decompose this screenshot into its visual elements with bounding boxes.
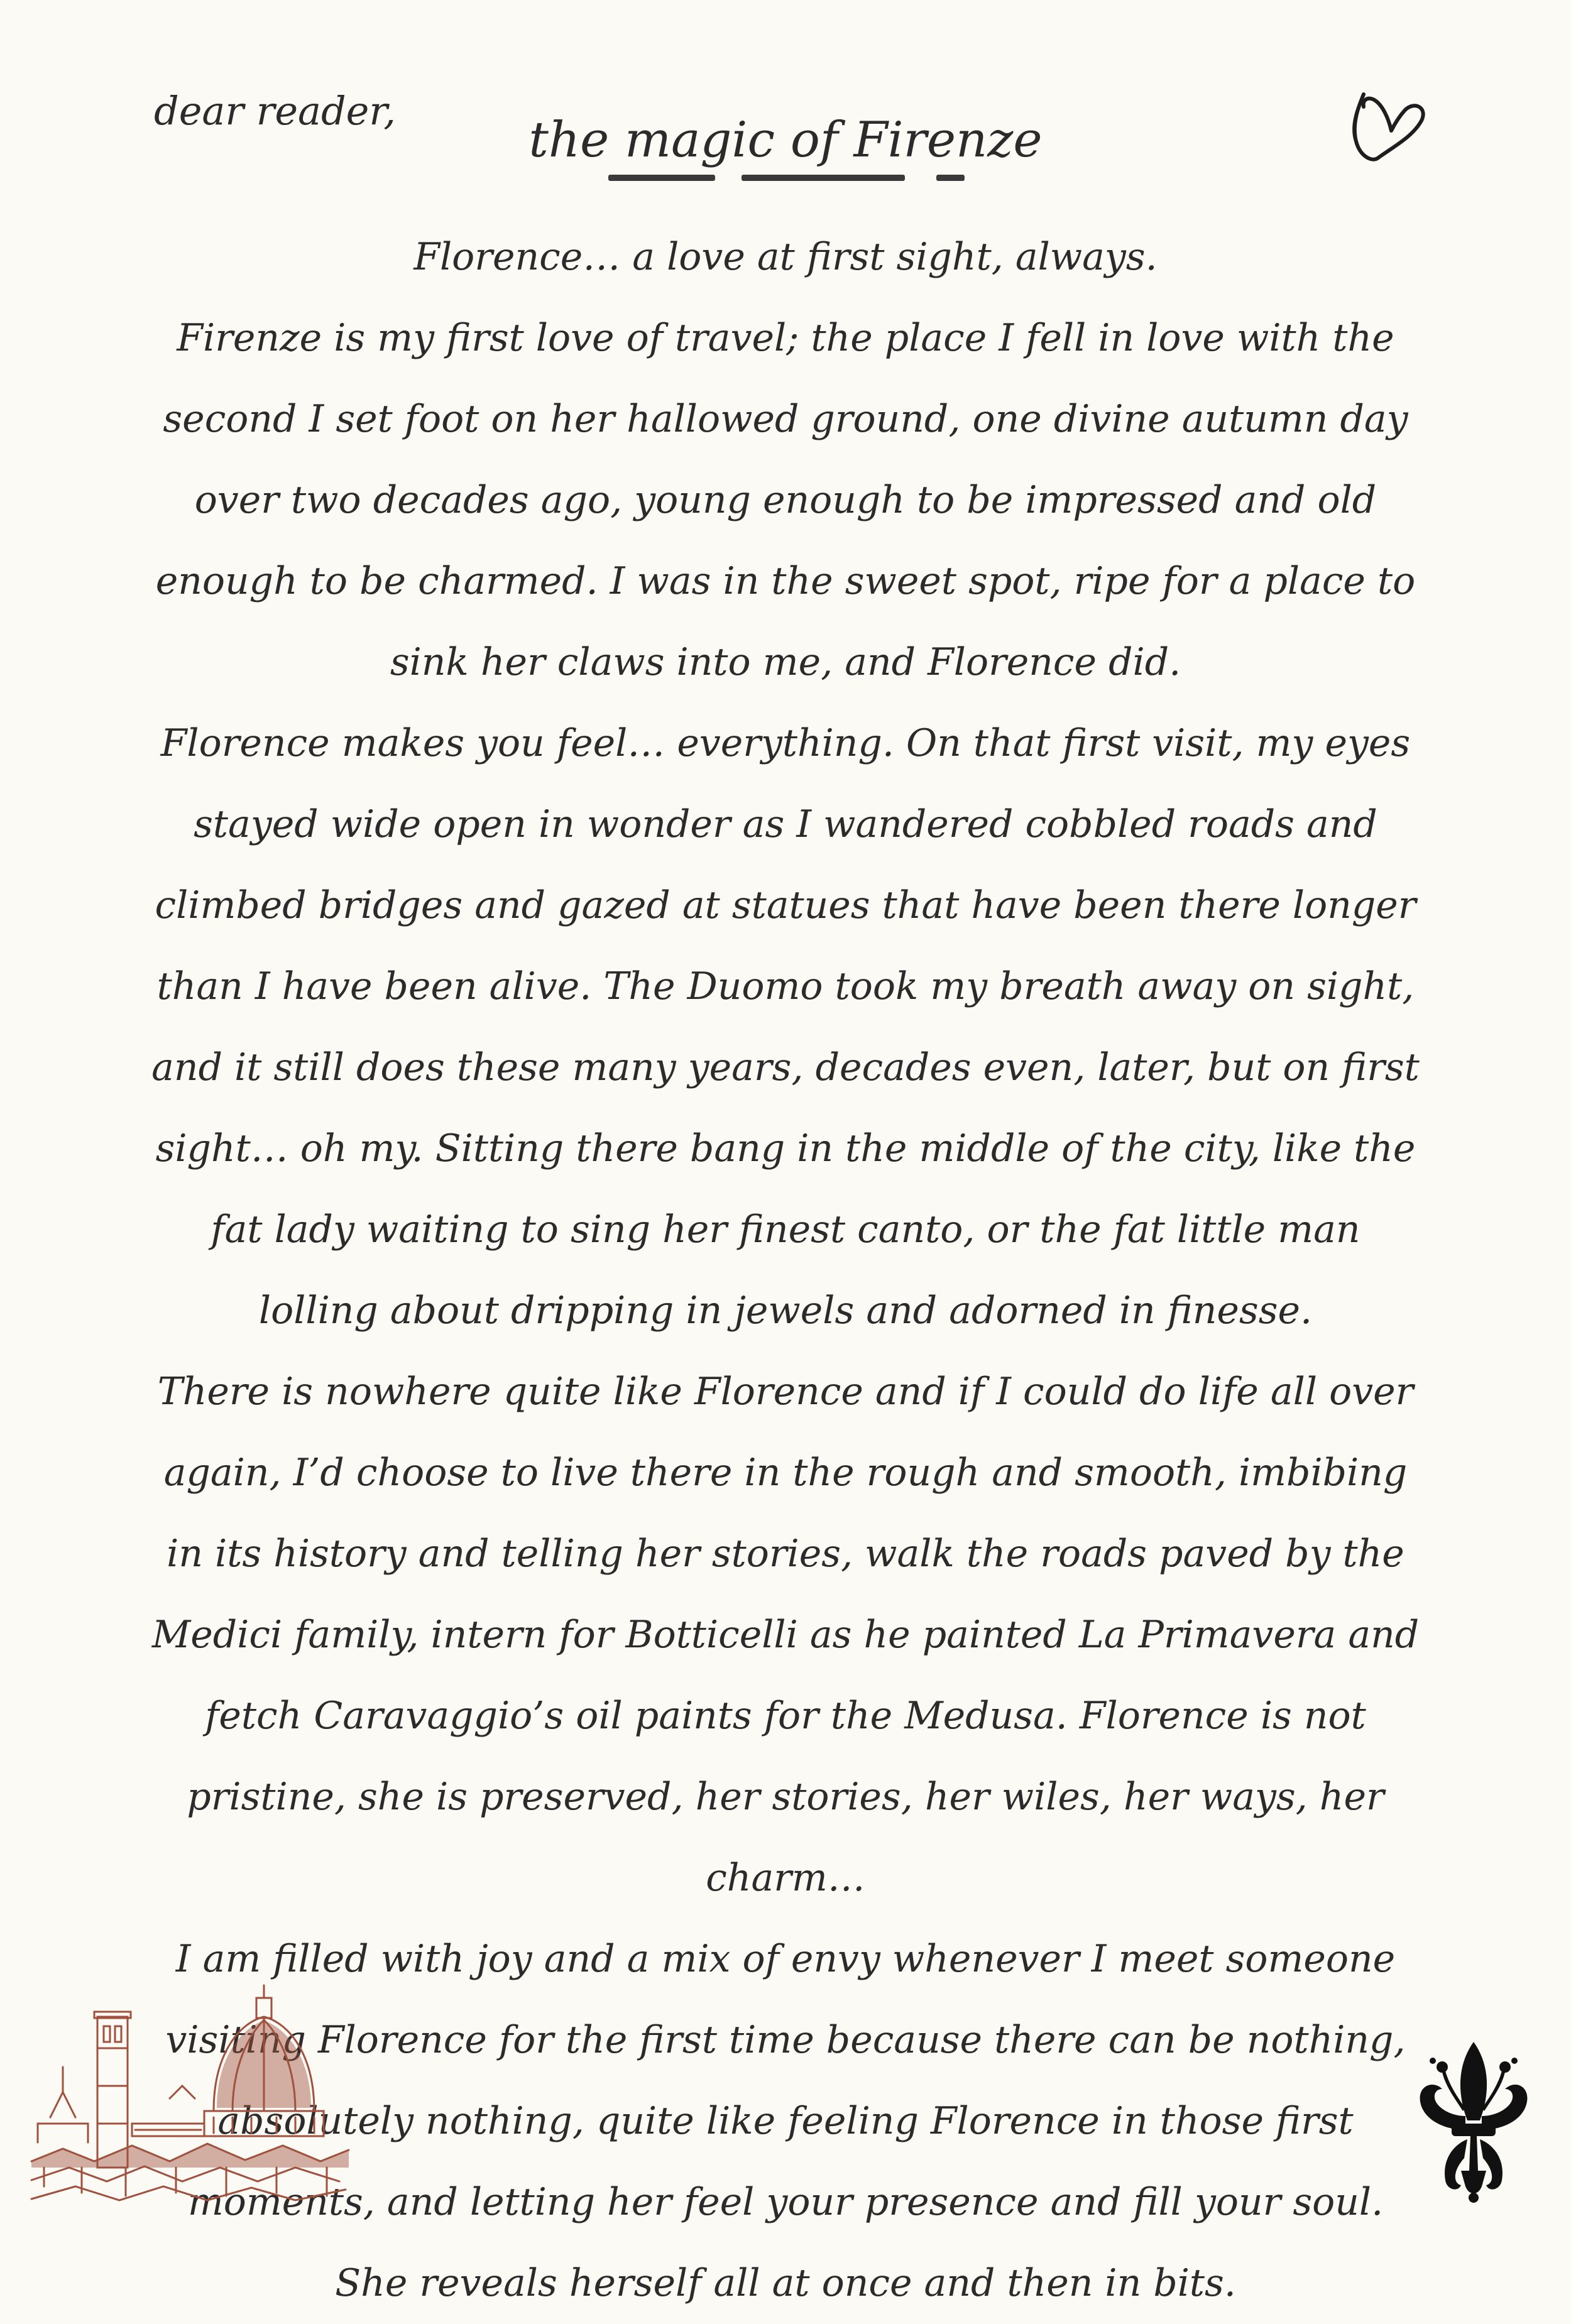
paragraph-first-love: Firenze is my first love of travel; the place I fell in love with the second I set foot on her hallowed ground, one divine autumn day over two decades ago, young enough to be impressed and old enough to be charmed. I was in the sweet spot, ripe for a place to sink her claws into me, and Florence did. [155,316,1416,684]
title-underline-middle [742,175,905,181]
title-underline-right [936,175,965,181]
paragraph-opening: Florence… a love at first sight, always. [413,235,1158,279]
florentine-lily-icon [1408,2036,1540,2205]
salutation: dear reader, [154,88,396,134]
duomo-illustration [25,1979,352,2218]
heart-icon [1338,82,1433,176]
paragraph-feel-everything: Florence makes you feel… everything. On that first visit, my eyes stayed wide open in wonder as I wandered cobbled roads and climbed bridges and gazed at statues that have been there longer than I have been alive. The Duomo took my breath away on sight, and it still does these many years, decades even, later, but on first sight… oh my. Sitting there bang in the middle of the city, like the fat lady waiting to sing her finest canto, or the fat little man lolling about dripping in jewels and adorned in finesse. [151,721,1420,1333]
paragraph-nowhere-like: There is nowhere quite like Florence and if I could do life all over again, I’d choose to live there in the rough and smooth, imbibing in its history and telling her stories, walk the roads paved by the Medici family, intern for Botticelli as he painted La Primavera and fetch Caravaggio’s oil paints for the Medusa. Florence is not pristine, she is preserved, her stories, her wiles, her ways, her charm… [151,1370,1420,1900]
page-title: the magic of Firenze [528,112,1043,168]
title-underline-left [608,175,715,181]
paragraph-joy-envy: I am filled with joy and a mix of envy whenever I meet someone visiting Florence for the first time because there can be nothing, absolutely nothing, quite like feeling Florence in those first moments, and letting her feel your presence and fill your soul. She reveals herself all at once and then in bits. [165,1937,1406,2305]
